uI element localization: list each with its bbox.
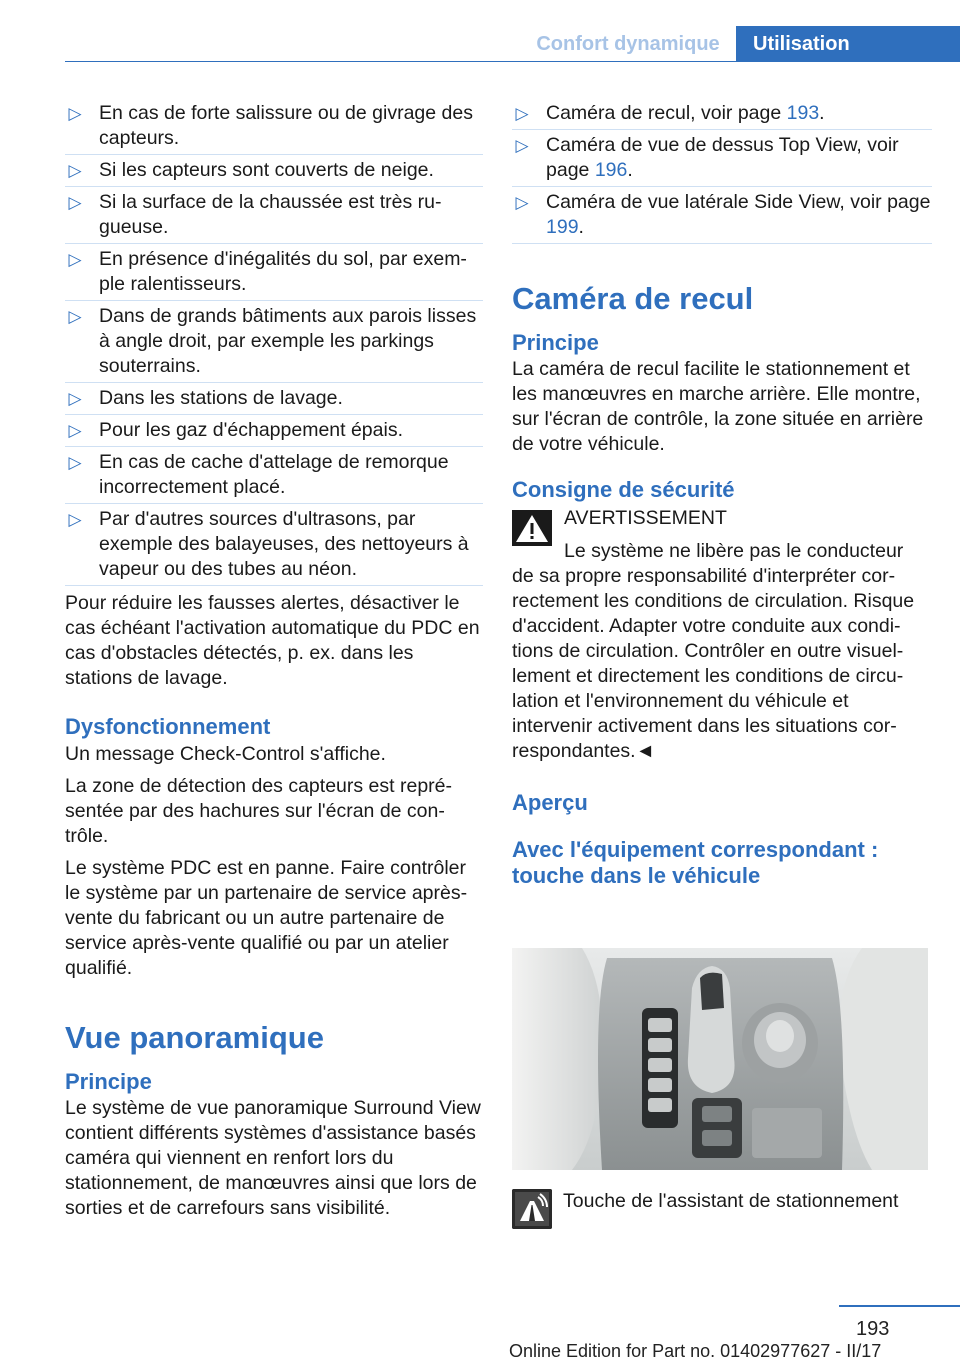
list-divider: [512, 186, 932, 187]
triangle-bullet-icon: ▷: [515, 104, 529, 123]
list-item: [512, 133, 932, 183]
warning-triangle-icon: [512, 510, 552, 546]
safety-heading: Consigne de sécurité: [512, 477, 735, 502]
pdc-limitations-list: [65, 101, 483, 582]
list-item: [65, 304, 483, 379]
list-item-text: Caméra de vue latérale Side View, voir page: [546, 191, 931, 213]
list-item: [65, 450, 483, 500]
triangle-bullet-icon: ▷: [68, 421, 82, 440]
list-item-text: Si les capteurs sont couverts de neige.: [99, 159, 434, 181]
triangle-bullet-icon: ▷: [68, 250, 82, 269]
list-divider: [65, 446, 483, 447]
overview-heading: Aperçu: [512, 790, 588, 815]
page-link[interactable]: 199: [546, 216, 579, 238]
triangle-bullet-icon: ▷: [68, 389, 82, 408]
list-divider: [65, 186, 483, 187]
list-item-tail: .: [578, 216, 584, 238]
list-item-tail: .: [627, 159, 633, 181]
list-divider: [65, 503, 483, 504]
right-column: [512, 101, 932, 889]
header-rule: [65, 61, 960, 62]
edition-note: Online Edition for Part no. 01402977627 - II/17: [509, 1341, 882, 1361]
triangle-bullet-icon: ▷: [68, 453, 82, 472]
malfunction-heading: Dysfonctionnement: [65, 714, 271, 739]
triangle-bullet-icon: ▷: [515, 136, 529, 155]
list-divider: [65, 300, 483, 301]
rear-camera-principle-text: La caméra de recul facilite le stationnement et les manœuvres en marche arrière. Elle montre, sur l'écran de contrôle, la zone située en arrière de votre véhicule.: [512, 358, 924, 455]
list-divider: [65, 585, 483, 586]
list-divider: [65, 243, 483, 244]
park-assist-button-icon: [512, 1189, 552, 1229]
header-tab-section[interactable]: Confort dynamique: [536, 32, 720, 55]
list-item-text: Dans de grands bâtiments aux parois lisses à angle droit, par exemple les parkings souterrains.: [99, 305, 477, 377]
list-item-text: En cas de cache d'attelage de remorque incorrectement placé.: [99, 451, 449, 498]
center-console-image: [512, 948, 928, 1170]
camera-list: [512, 101, 932, 240]
triangle-bullet-icon: ▷: [68, 193, 82, 212]
list-item-text: Dans les stations de lavage.: [99, 387, 343, 409]
warning-block: [512, 506, 932, 562]
panoramic-principle-heading: Principe: [65, 1069, 152, 1094]
header-tab-chapter[interactable]: Utilisation: [736, 26, 960, 62]
list-item: [65, 507, 483, 582]
rear-camera-heading: Caméra de recul: [512, 281, 754, 316]
malfunction-paragraph-2: La zone de détection des capteurs est repré- sentée par des hachures sur l'écran de con- trôle.: [65, 775, 452, 847]
list-item-text: Caméra de recul, voir page: [546, 102, 787, 124]
warning-text: de sa propre responsabilité d'interpréter cor- rectement les conditions de circulation. Risque d'accident. Adapter votre conduite aux condi- tions de circulation. Contrôler en outre visuel- lement et directement les conditions de circu- lation et l'environnement du véhicule et intervenir activement dans les situations cor- respondantes.◄: [512, 565, 915, 762]
list-item-text: Par d'autres sources d'ultrasons, par exemple des balayeuses, des nettoyeurs à vapeur ou des tubes au néon.: [99, 508, 469, 580]
triangle-bullet-icon: ▷: [515, 193, 529, 212]
malfunction-paragraph-3: Le système PDC est en panne. Faire contrôler le système par un partenaire de service après-vente du fabricant ou un autre partenaire de service après-vente qualifié ou par un atelier qualifié.: [65, 857, 468, 979]
page-link[interactable]: 196: [594, 159, 628, 181]
list-item-tail: .: [819, 102, 825, 124]
list-divider: [65, 154, 483, 155]
warning-title: AVERTISSEMENT: [564, 507, 727, 529]
list-item-text: Pour les gaz d'échappement épais.: [99, 419, 404, 441]
list-divider: [65, 382, 483, 383]
list-item-text: En présence d'inégalités du sol, par exem- ple ralentisseurs.: [99, 248, 467, 295]
list-divider: [512, 129, 932, 130]
list-divider: [512, 243, 932, 244]
list-item: [65, 386, 483, 411]
list-item: [65, 418, 483, 443]
list-item: [512, 190, 932, 240]
warning-text-first-line: Le système ne libère pas le conducteur: [564, 540, 904, 562]
malfunction-paragraph-1: Un message Check-Control s'affiche.: [65, 743, 386, 765]
list-item-text: Caméra de vue de dessus Top View, voir page: [546, 134, 899, 181]
rear-camera-principle-heading: Principe: [512, 330, 599, 355]
list-item: [65, 101, 483, 151]
footer-rule: [839, 1305, 960, 1307]
panoramic-principle-text: Le système de vue panoramique Surround View contient différents systèmes d'assistance basés caméra qui viennent en renfort lors du stationnement, de manœuvres ainsi que lors de sorties et de carrefours sans visibilité.: [65, 1097, 481, 1219]
triangle-bullet-icon: ▷: [68, 104, 82, 123]
list-item: [65, 190, 483, 240]
page-number: 193: [856, 1318, 890, 1340]
list-item: [65, 247, 483, 297]
left-column: [65, 101, 483, 1228]
equipment-heading: Avec l'équipement correspondant : touche dans le véhicule: [512, 837, 879, 888]
list-item: [512, 101, 932, 126]
triangle-bullet-icon: ▷: [68, 161, 82, 180]
list-divider: [65, 414, 483, 415]
panoramic-view-heading: Vue panoramique: [65, 1020, 324, 1055]
triangle-bullet-icon: ▷: [68, 510, 82, 529]
list-item-text: Si la surface de la chaussée est très ru- gueuse.: [99, 191, 442, 238]
false-alarm-paragraph: Pour réduire les fausses alertes, désactiver le cas échéant l'activation automatique du PDC en cas d'obstacles détectés, p. ex. dans les stations de lavage.: [65, 592, 480, 689]
center-console-photo: [512, 948, 928, 1170]
triangle-bullet-icon: ▷: [68, 307, 82, 326]
list-item-text: En cas de forte salissure ou de givrage des capteurs.: [99, 102, 473, 149]
page-link[interactable]: 193: [786, 102, 820, 124]
list-item: [65, 158, 483, 183]
park-assist-button-caption: Touche de l'assistant de stationnement: [563, 1190, 899, 1212]
